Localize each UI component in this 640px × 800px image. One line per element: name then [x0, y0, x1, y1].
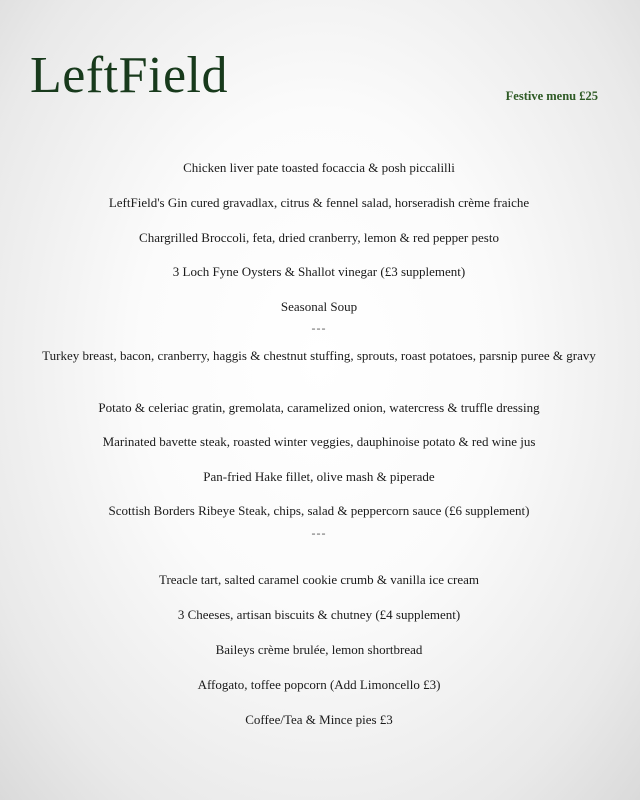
main-item: Scottish Borders Ribeye Steak, chips, salad & peppercorn sauce (£6 supplement) — [108, 503, 530, 518]
restaurant-name: LeftField — [30, 47, 229, 104]
main-item: Potato & celeriac gratin, gremolata, caramelized onion, watercress & truffle dressing — [98, 400, 540, 415]
starter-item: Chicken liver pate toasted focaccia & posh piccalilli — [183, 160, 455, 175]
main-item: Pan-fried Hake fillet, olive mash & piperade — [203, 469, 435, 484]
starter-item: LeftField's Gin cured gravadlax, citrus & fennel salad, horseradish crème fraiche — [108, 195, 530, 210]
dessert-item: Baileys crème brulée, lemon shortbread — [215, 642, 423, 657]
section-separator: --- — [311, 526, 327, 540]
starter-item: Seasonal Soup — [280, 299, 358, 314]
dessert-item: Coffee/Tea & Mince pies £3 — [245, 712, 393, 727]
festive-menu-price: Festive menu £25 — [505, 89, 598, 103]
dessert-item: Treacle tart, salted caramel cookie crumb & vanilla ice cream — [158, 572, 480, 587]
dessert-item: Affogato, toffee popcorn (Add Limoncello £3) — [197, 677, 441, 692]
main-item: Marinated bavette steak, roasted winter veggies, dauphinoise potato & red wine jus — [102, 434, 536, 449]
main-item: Turkey breast, bacon, cranberry, haggis & chestnut stuffing, sprouts, roast potatoes, parsnip puree & gravy — [42, 348, 596, 363]
starter-item: 3 Loch Fyne Oysters & Shallot vinegar (£3 supplement) — [172, 264, 466, 279]
section-separator: --- — [311, 321, 327, 335]
starter-item: Chargrilled Broccoli, feta, dried cranberry, lemon & red pepper pesto — [139, 230, 499, 245]
dessert-item: 3 Cheeses, artisan biscuits & chutney (£4 supplement) — [177, 607, 461, 622]
